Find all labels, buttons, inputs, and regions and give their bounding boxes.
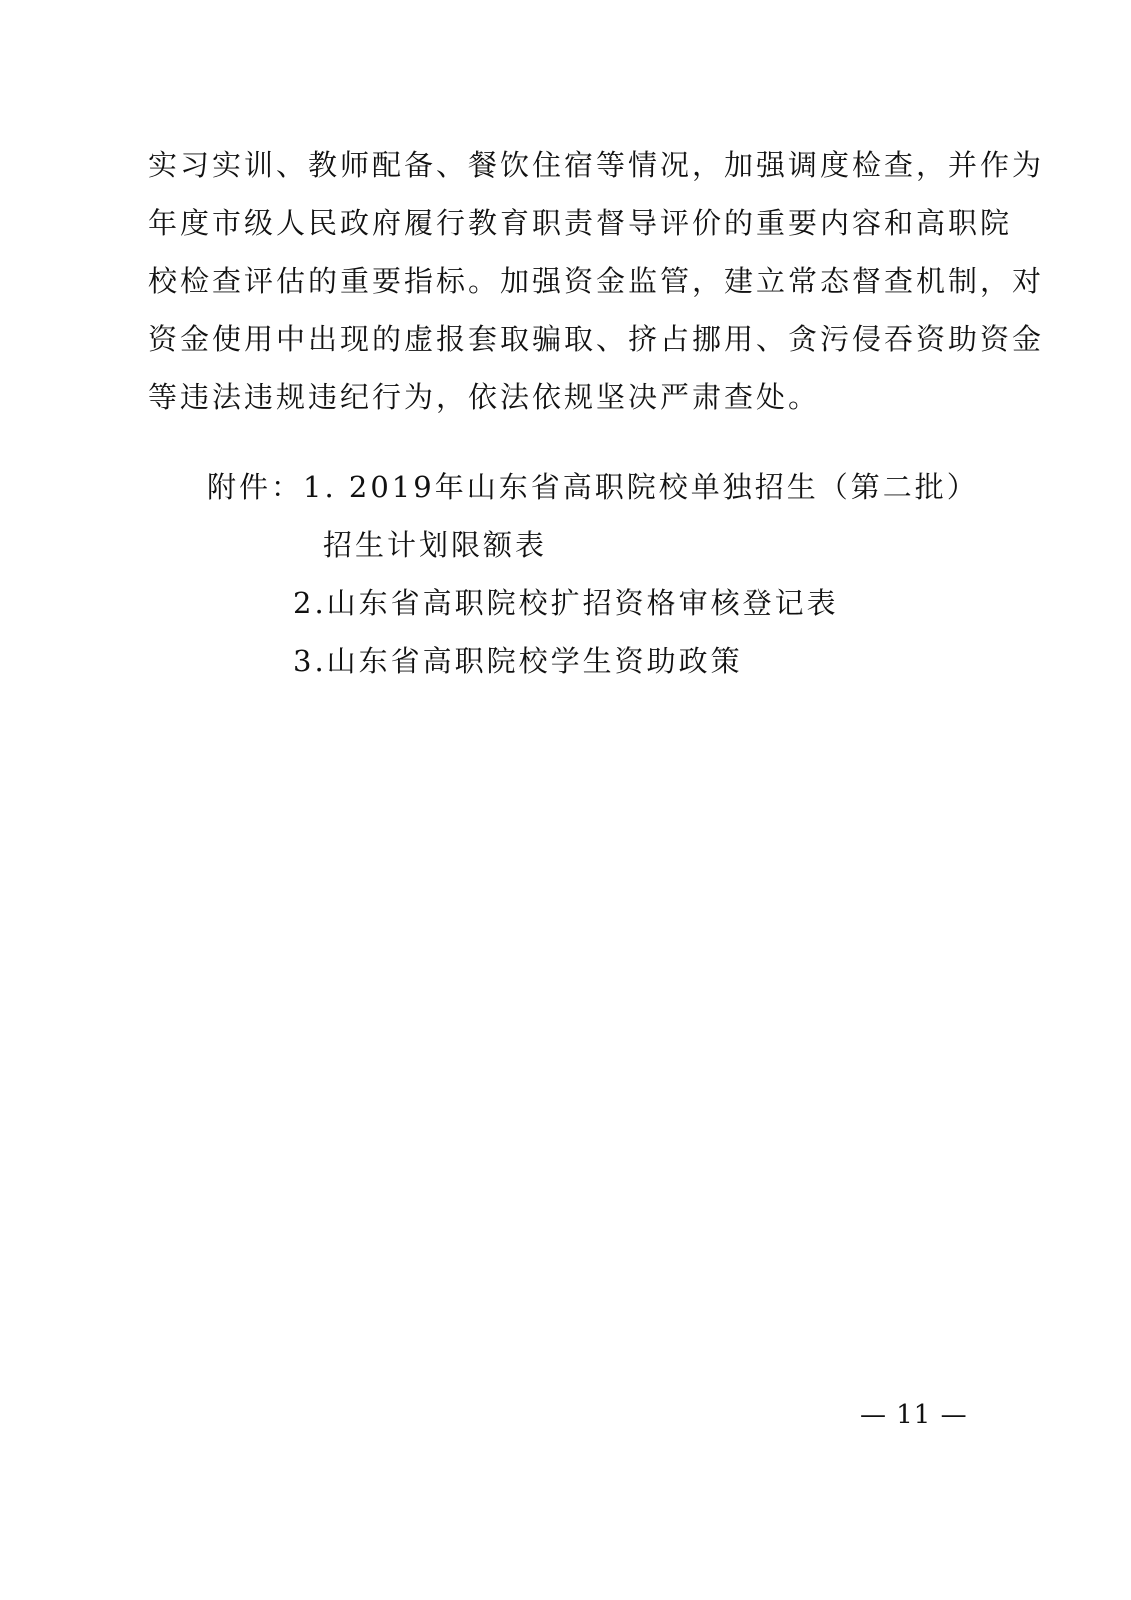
attachment-number-2: 2. [293,586,327,620]
body-line-3: 校检查评估的重要指标。加强资金监管，建立常态督查机制，对 [148,264,1045,298]
attachment-item-3 [207,632,967,690]
page-number: — 11 — [860,1400,968,1430]
attachment-number-1: 1. [303,470,337,504]
attachment-title-3: 山东省高职院校学生资助政策 [326,644,743,678]
body-line-2: 年度市级人民政府履行教育职责督导评价的重要内容和高职院 [148,206,1013,240]
body-line-5: 等违法违规违纪行为，依法依规坚决严肃查处。 [148,380,821,414]
attachment-item-1-continued: 招生计划限额表 [323,528,548,562]
attachment-item-2 [207,574,967,632]
attachment-number-3: 3. [293,644,327,678]
body-line-1: 实习实训、教师配备、餐饮住宿等情况，加强调度检查，并作为 [148,148,1045,182]
body-paragraph [148,136,1045,426]
attachment-title-1: 2019年山东省高职院校单独招生（第二批） [348,470,979,504]
attachments-list [207,458,979,690]
attachment-title-2: 山东省高职院校扩招资格审核登记表 [326,586,839,620]
body-line-4: 资金使用中出现的虚报套取骗取、挤占挪用、贪污侵吞资助资金 [148,322,1045,356]
attachments-label: 附件： [207,470,304,504]
attachment-item-1 [207,458,979,516]
